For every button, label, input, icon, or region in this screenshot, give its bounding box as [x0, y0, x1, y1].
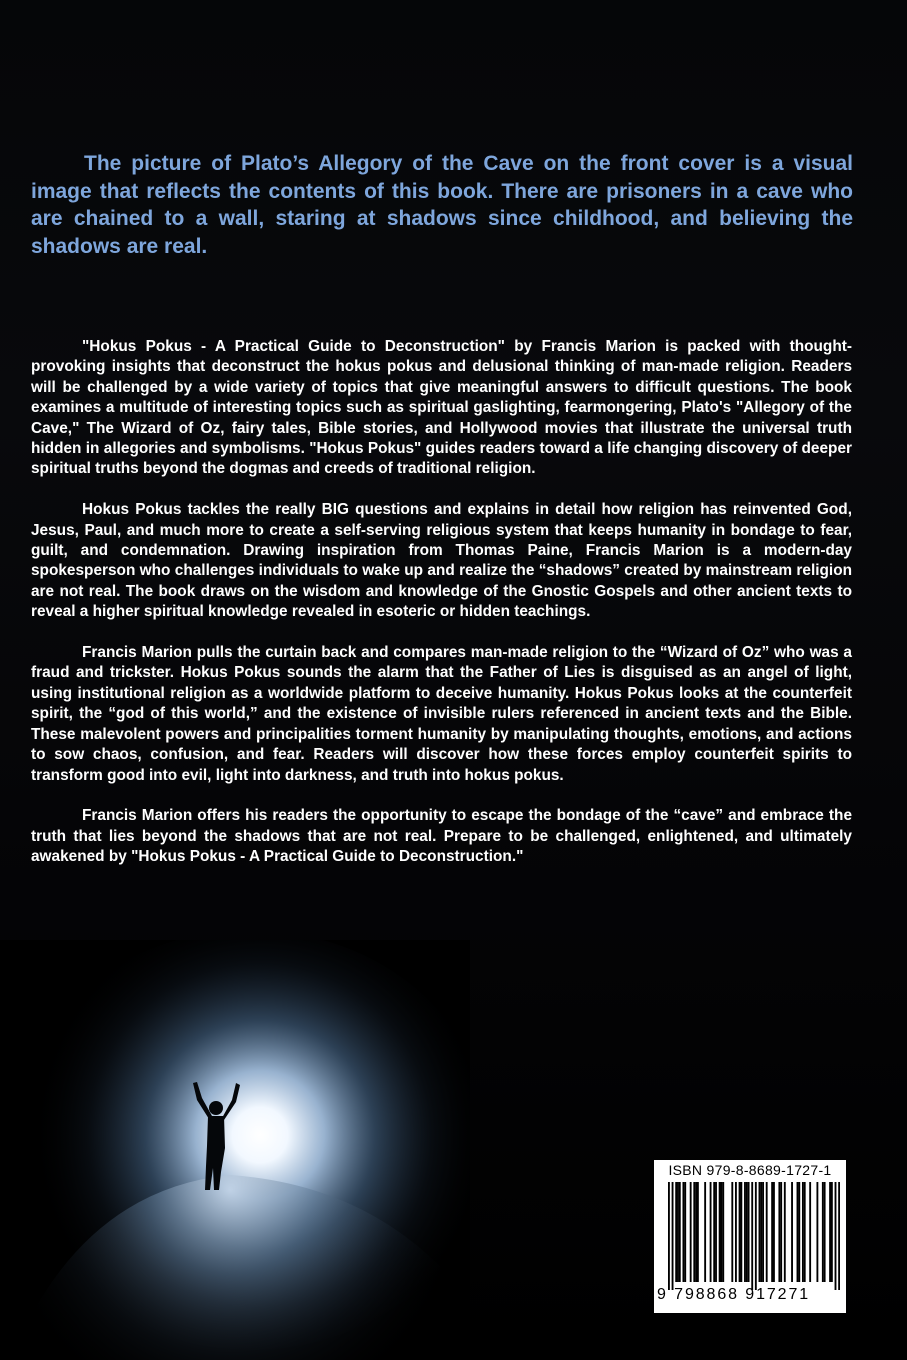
book-description	[31, 337, 852, 888]
barcode-bar	[780, 1182, 782, 1282]
barcode-bar	[816, 1182, 818, 1282]
barcode-bar	[735, 1182, 737, 1282]
barcode-bar	[762, 1182, 764, 1282]
description-paragraph: "Hokus Pokus - A Practical Guide to Deconstruction" by Francis Marion is packed with thought-provoking insights that deconstruct the hokus pokus and delusional thinking of man-made religion. Readers will be challenged by a wide variety of topics that give meaningful answers to difficult questions. The book examines a multitude of interesting topics such as spiritual gaslighting, fearmongering, Plato's "Allegory of the Cave," The Wizard of Oz, fairy tales, Bible stories, and Hollywood movies that illustrate the universal truth hidden in allegories and symbolisms. "Hokus Pokus" guides readers toward a life changing discovery of deeper spiritual truths beyond the dogmas and creeds of traditional religion.	[31, 338, 852, 478]
barcode-bar	[721, 1182, 723, 1282]
barcode-bar	[766, 1182, 768, 1282]
barcode-bar	[773, 1182, 775, 1282]
barcode-bar	[835, 1182, 837, 1290]
barcode-bar	[760, 1182, 762, 1282]
barcode-bar	[677, 1182, 679, 1282]
barcode-bar	[715, 1182, 717, 1282]
isbn-barcode	[654, 1160, 846, 1313]
description-paragraph: Francis Marion offers his readers the opportunity to escape the bondage of the “cave” and embrace the truth that lies beyond the shadows that are not real. Prepare to be challenged, enlightened, and ultimately awakened by "Hokus Pokus - A Practical Guide to Deconstruction."	[31, 807, 852, 866]
barcode-bar	[824, 1182, 826, 1282]
barcode-bar	[798, 1182, 800, 1282]
barcode-bar	[668, 1182, 670, 1290]
barcode-bar	[722, 1182, 724, 1282]
barcode-bar	[672, 1182, 674, 1290]
barcode-bar	[713, 1182, 715, 1282]
barcode-bar	[697, 1182, 699, 1282]
barcode-bar	[759, 1182, 761, 1282]
barcode-bar	[695, 1182, 697, 1282]
barcode-bar	[746, 1182, 748, 1282]
barcode-bar	[829, 1182, 831, 1282]
barcode-bar	[710, 1182, 712, 1282]
description-paragraph: Hokus Pokus tackles the really BIG questions and explains in detail how religion has reinvented God, Jesus, Paul, and much more to create a self-serving religious system that keeps humanity in bondage to fear, guilt, and condemnation. Drawing inspiration from Thomas Paine, Francis Marion is a modern-day spokesperson who challenges individuals to wake up and realize the “shadows” created by mainstream religion are not real. The book draws on the wisdom and knowledge of the Gnostic Gospels and other ancient texts to reveal a higher spiritual knowledge revealed in esoteric or hidden teachings.	[31, 501, 852, 621]
barcode-bar	[831, 1182, 833, 1282]
barcode-digits: 9 798868 917271	[657, 1286, 811, 1303]
barcode-bar	[704, 1182, 706, 1282]
barcode-bar	[791, 1182, 793, 1282]
barcode-bar	[804, 1182, 806, 1282]
barcode-bar	[797, 1182, 799, 1282]
barcode-bar	[838, 1182, 840, 1290]
barcode-bar	[675, 1182, 677, 1282]
barcode-bar	[822, 1182, 824, 1282]
barcode-bar	[751, 1182, 753, 1290]
barcode-bar	[771, 1182, 773, 1282]
barcode-bar	[740, 1182, 742, 1282]
barcode-bar	[755, 1182, 757, 1290]
barcode-bar	[748, 1182, 750, 1282]
barcode-bar	[744, 1182, 746, 1282]
barcode-bar	[719, 1182, 721, 1282]
barcode-bar	[682, 1182, 684, 1282]
description-paragraph: Francis Marion pulls the curtain back and compares man-made religion to the “Wizard of Oz” who was a fraud and trickster. Hokus Pokus sounds the alarm that the Father of Lies is disguised as an angel of light, using institutional religion as a worldwide platform to deceive humanity. Hokus Pokus looks at the counterfeit spirit, the “god of this world,” and the existence of invisible rulers referenced in ancient texts and the Bible. These malevolent powers and principalities torment humanity by manipulating thoughts, emotions, and actions to sow chaos, confusion, and fear. Readers will discover how these forces employ counterfeit spirits to transform good into evil, light into darkness, and truth into hokus pokus.	[31, 644, 852, 784]
cover-intro-text: The picture of Plato’s Allegory of the Cave on the front cover is a visual image that reflects the contents of this book. There are prisoners in a cave who are chained to a wall, staring at shadows since childhood, and believing the shadows are real.	[31, 152, 853, 258]
barcode-bar	[690, 1182, 692, 1282]
isbn-label: ISBN 979-8-8689-1727-1	[668, 1162, 832, 1178]
barcode-bar	[784, 1182, 786, 1282]
barcode-bar	[739, 1182, 741, 1282]
barcode-bar	[802, 1182, 804, 1282]
barcode-bar	[778, 1182, 780, 1282]
barcode-bar	[693, 1182, 695, 1282]
barcode-bar	[684, 1182, 686, 1282]
cave-light-image	[0, 940, 470, 1360]
barcode-bar	[731, 1182, 733, 1282]
barcode-bar	[679, 1182, 681, 1282]
barcode-bar	[809, 1182, 811, 1282]
barcode-icon	[668, 1182, 840, 1290]
